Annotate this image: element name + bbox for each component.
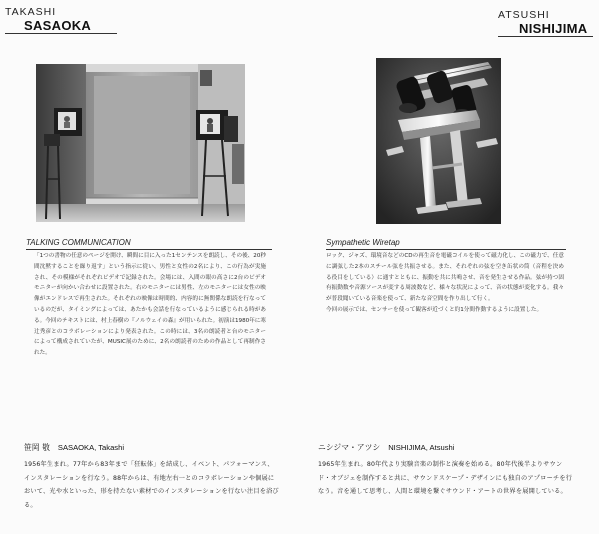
right-bio-name-romaji: NISHIJIMA, Atsushi (388, 443, 455, 452)
installation-photo-graphic (36, 64, 245, 222)
right-work-title: Sympathetic Wiretap (326, 238, 400, 247)
right-work-description (326, 251, 564, 316)
right-description-paragraph-2: 今回の展示では、センサーを使って観客が近づくと約1分間作動するように設置した。 (326, 306, 543, 313)
right-artist-first-name: ATSUSHI (498, 9, 550, 21)
right-bio-text: 1965年生まれ。80年代より実験音楽の制作と演奏を始める。80年代後半よりサウンド・オブジェを制作すると共に、サウンドスケープ・デザインにも独自のアプローチを行なう。音を通して思考し、人間と環境を繋ぐサウンド・アートの世界を展開している。 (318, 461, 573, 495)
right-description-paragraph-1: ロック、ジャズ、環境音などのCDの再生音を電磁コイルを使って磁力化し、この磁力で、任意に調弦した2本のスチール弦を共振させる。また、それぞれの弦を空き缶状の筒（音程を決める役目をしている）に通すとともに、振動を共に共鳴させ、音を発生させる作品。弦が持つ固有振動数や音源ソースが変する周波数など、様々な状況によって、音の状態が変化する。我々が普段聞いている音楽を使って、新たな音空間を作り出して行く。 (326, 253, 564, 303)
right-artist-last-name: NISHIJIMA (519, 21, 588, 36)
left-artist-last-name: SASAOKA (24, 18, 92, 33)
left-work-title-rule (26, 249, 272, 250)
left-description-paragraph: 「1つの書物の任意のページを開け、瞬間に目に入った1センテンスを朗読し、その後、20秒間沈黙することを繰り返す」という指示に従い、男性と女性の2名により、この行為が実施され、その模様がそれぞれビデオで記録された。会場には、入間の眼の高さに2台のビデオモニターが向かい合わせに設置された。右のモニターには男性、左のモニターには女性の映像がエンドレスで再生された。それぞれの映像は時間的、内容的に無関係な朗読を行なっているのだが、タイミングによっては、あたかも会話を行なっているように感じられる時がある。今回のテキストには、村上春樹の『ノルウェイの森』が用いられた。初演は1980年に寒辻秀彦とのコラボレーションにより発表された。この時には、3名の朗読者と台のモニターによって構成されていたが、MUSIC展のために、2名の朗読者のための作品として再制作された。 (34, 253, 266, 357)
left-bio-name-jp: 笹岡 敬 (24, 443, 50, 452)
right-bio-name-jp: ニシジマ・アツシ (318, 443, 381, 452)
left-work-description (34, 251, 266, 359)
left-work-title: TALKING COMMUNICATION (26, 238, 131, 247)
left-header-rule (5, 33, 117, 34)
left-bio-name (24, 442, 124, 453)
right-work-title-rule (326, 249, 566, 250)
sound-object-photo-graphic (376, 58, 501, 224)
sympathetic-wiretap-photo (376, 58, 501, 224)
talking-communication-photo (36, 64, 245, 222)
left-bio-text: 1956年生まれ。77年から83年まで「狂転体」を結成し、イベント、パフォーマンス、インスタレーションを行なう。88年からは、有地左右一とのコラボレーションや個展において、光や水といった、形を持たない素材でのインスタレーションを行ない注目を浴びる。 (24, 461, 279, 509)
right-bio-name (318, 442, 454, 453)
left-artist-first-name: TAKASHI (5, 6, 57, 18)
left-bio-name-romaji: SASAOKA, Takashi (57, 443, 125, 452)
right-header-rule (498, 36, 593, 37)
